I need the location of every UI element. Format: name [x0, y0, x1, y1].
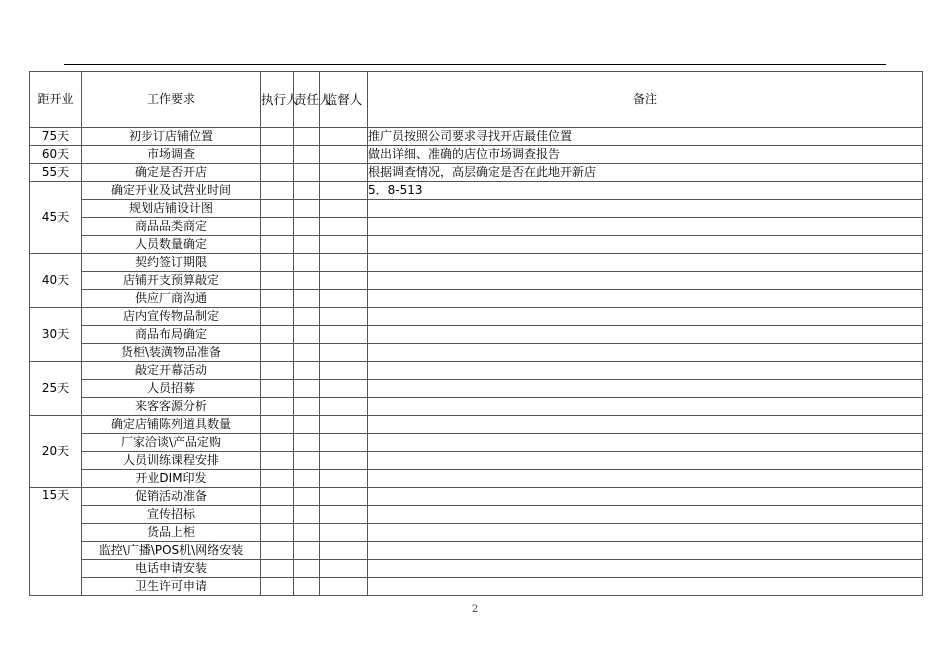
owner-cell	[294, 272, 320, 290]
task-cell: 监控\广播\POS机\网络安装	[82, 542, 261, 560]
note-cell	[368, 488, 923, 506]
executor-cell	[261, 560, 294, 578]
executor-cell	[261, 452, 294, 470]
supervisor-cell	[320, 560, 368, 578]
note-cell: 根据调查情况，高层确定是否在此地开新店	[368, 164, 923, 182]
supervisor-cell	[320, 128, 368, 146]
owner-cell	[294, 308, 320, 326]
task-cell: 卫生许可申请	[82, 578, 261, 596]
owner-cell	[294, 254, 320, 272]
executor-cell	[261, 362, 294, 380]
executor-cell	[261, 506, 294, 524]
note-cell	[368, 344, 923, 362]
executor-cell	[261, 254, 294, 272]
owner-cell	[294, 218, 320, 236]
note-cell	[368, 362, 923, 380]
table-row	[30, 362, 923, 380]
owner-cell	[294, 326, 320, 344]
note-cell	[368, 416, 923, 434]
table-row	[30, 164, 923, 182]
executor-cell	[261, 416, 294, 434]
supervisor-cell	[320, 344, 368, 362]
supervisor-cell	[320, 218, 368, 236]
header-row	[30, 72, 923, 128]
supervisor-cell	[320, 542, 368, 560]
owner-cell	[294, 560, 320, 578]
days-before-opening-header: 距开业	[30, 72, 82, 128]
supervisor-cell	[320, 506, 368, 524]
supervisor-cell	[320, 398, 368, 416]
owner-cell	[294, 146, 320, 164]
note-cell	[368, 452, 923, 470]
supervisor-cell	[320, 470, 368, 488]
task-cell: 店铺开支预算敲定	[82, 272, 261, 290]
notes-header: 备注	[368, 72, 923, 128]
table-row	[30, 506, 923, 524]
task-cell: 确定是否开店	[82, 164, 261, 182]
supervisor-cell	[320, 308, 368, 326]
note-cell	[368, 308, 923, 326]
days-cell: 30天	[30, 308, 82, 362]
table-row	[30, 578, 923, 596]
days-cell: 75天	[30, 128, 82, 146]
executor-cell	[261, 578, 294, 596]
executor-cell	[261, 182, 294, 200]
owner-cell	[294, 236, 320, 254]
note-cell	[368, 200, 923, 218]
note-cell	[368, 326, 923, 344]
schedule-body	[30, 128, 923, 596]
note-cell	[368, 560, 923, 578]
note-cell: 推广员按照公司要求寻找开店最佳位置	[368, 128, 923, 146]
executor-cell	[261, 398, 294, 416]
supervisor-cell	[320, 326, 368, 344]
table-row	[30, 326, 923, 344]
executor-cell	[261, 272, 294, 290]
table-row	[30, 146, 923, 164]
supervisor-cell	[320, 416, 368, 434]
supervisor-cell	[320, 362, 368, 380]
owner-cell	[294, 524, 320, 542]
owner-cell	[294, 290, 320, 308]
note-cell	[368, 380, 923, 398]
task-cell: 来客客源分析	[82, 398, 261, 416]
table-row	[30, 380, 923, 398]
executor-cell	[261, 488, 294, 506]
supervisor-cell	[320, 272, 368, 290]
task-cell: 市场调查	[82, 146, 261, 164]
executor-cell	[261, 290, 294, 308]
task-cell: 确定店铺陈列道具数量	[82, 416, 261, 434]
task-cell: 电话申请安装	[82, 560, 261, 578]
table-row	[30, 182, 923, 200]
table-row	[30, 452, 923, 470]
owner-cell	[294, 506, 320, 524]
executor-cell	[261, 524, 294, 542]
note-cell	[368, 470, 923, 488]
table-row	[30, 398, 923, 416]
supervisor-cell	[320, 200, 368, 218]
table-row	[30, 434, 923, 452]
task-cell: 供应厂商沟通	[82, 290, 261, 308]
table-row	[30, 128, 923, 146]
note-cell	[368, 524, 923, 542]
owner-cell	[294, 200, 320, 218]
executor-cell	[261, 308, 294, 326]
owner-cell	[294, 182, 320, 200]
table-row	[30, 218, 923, 236]
executor-cell	[261, 326, 294, 344]
supervisor-cell	[320, 488, 368, 506]
owner-cell	[294, 128, 320, 146]
owner-cell	[294, 578, 320, 596]
note-cell	[368, 434, 923, 452]
supervisor-cell	[320, 524, 368, 542]
note-cell: 5．8-513	[368, 182, 923, 200]
supervisor-cell	[320, 164, 368, 182]
table-row	[30, 236, 923, 254]
table-row	[30, 290, 923, 308]
task-cell: 人员招募	[82, 380, 261, 398]
executor-cell	[261, 128, 294, 146]
owner-cell	[294, 434, 320, 452]
task-cell: 宣传招标	[82, 506, 261, 524]
supervisor-cell	[320, 452, 368, 470]
supervisor-header: 监督人	[320, 72, 368, 128]
days-cell: 15天	[30, 488, 82, 596]
owner-cell	[294, 398, 320, 416]
table-row	[30, 308, 923, 326]
owner-cell	[294, 470, 320, 488]
note-cell: 做出详细、准确的店位市场调查报告	[368, 146, 923, 164]
table-row	[30, 560, 923, 578]
supervisor-cell	[320, 146, 368, 164]
owner-cell	[294, 542, 320, 560]
owner-cell	[294, 362, 320, 380]
supervisor-cell	[320, 434, 368, 452]
executor-cell	[261, 542, 294, 560]
note-cell	[368, 254, 923, 272]
owner-cell	[294, 416, 320, 434]
task-cell: 开业DIM印发	[82, 470, 261, 488]
task-cell: 初步订店铺位置	[82, 128, 261, 146]
task-cell: 厂家洽谈\产品定购	[82, 434, 261, 452]
owner-header: 责任人	[294, 72, 320, 128]
supervisor-cell	[320, 290, 368, 308]
executor-cell	[261, 470, 294, 488]
task-cell: 契约签订期限	[82, 254, 261, 272]
task-cell: 人员训练课程安排	[82, 452, 261, 470]
note-cell	[368, 542, 923, 560]
owner-cell	[294, 164, 320, 182]
task-cell: 商品品类商定	[82, 218, 261, 236]
page-number: 2	[471, 604, 479, 615]
task-cell: 规划店铺设计图	[82, 200, 261, 218]
supervisor-cell	[320, 578, 368, 596]
executor-cell	[261, 200, 294, 218]
supervisor-cell	[320, 236, 368, 254]
task-cell: 确定开业及试营业时间	[82, 182, 261, 200]
table-row	[30, 254, 923, 272]
days-cell: 20天	[30, 416, 82, 488]
table-row	[30, 272, 923, 290]
supervisor-cell	[320, 182, 368, 200]
executor-header: 执行人	[261, 72, 294, 128]
task-cell: 货柜\装潢物品准备	[82, 344, 261, 362]
task-cell: 人员数量确定	[82, 236, 261, 254]
owner-cell	[294, 488, 320, 506]
task-cell: 货品上柜	[82, 524, 261, 542]
days-cell: 40天	[30, 254, 82, 308]
task-cell: 促销活动准备	[82, 488, 261, 506]
note-cell	[368, 506, 923, 524]
note-cell	[368, 398, 923, 416]
owner-cell	[294, 452, 320, 470]
table-row	[30, 344, 923, 362]
task-cell: 敲定开幕活动	[82, 362, 261, 380]
executor-cell	[261, 380, 294, 398]
opening-schedule-table	[29, 71, 923, 596]
header-rule	[64, 64, 886, 65]
table-row	[30, 416, 923, 434]
executor-cell	[261, 164, 294, 182]
note-cell	[368, 272, 923, 290]
supervisor-cell	[320, 254, 368, 272]
supervisor-cell	[320, 380, 368, 398]
executor-cell	[261, 218, 294, 236]
executor-cell	[261, 146, 294, 164]
owner-cell	[294, 380, 320, 398]
table-row	[30, 542, 923, 560]
note-cell	[368, 290, 923, 308]
table-row	[30, 470, 923, 488]
note-cell	[368, 236, 923, 254]
days-cell: 45天	[30, 182, 82, 254]
executor-cell	[261, 434, 294, 452]
table-row	[30, 524, 923, 542]
note-cell	[368, 218, 923, 236]
days-cell: 60天	[30, 146, 82, 164]
table-row	[30, 488, 923, 506]
task-cell: 商品布局确定	[82, 326, 261, 344]
executor-cell	[261, 236, 294, 254]
days-cell: 55天	[30, 164, 82, 182]
table-row	[30, 200, 923, 218]
owner-cell	[294, 344, 320, 362]
task-cell: 店内宣传物品制定	[82, 308, 261, 326]
executor-cell	[261, 344, 294, 362]
task-header: 工作要求	[82, 72, 261, 128]
note-cell	[368, 578, 923, 596]
days-cell: 25天	[30, 362, 82, 416]
